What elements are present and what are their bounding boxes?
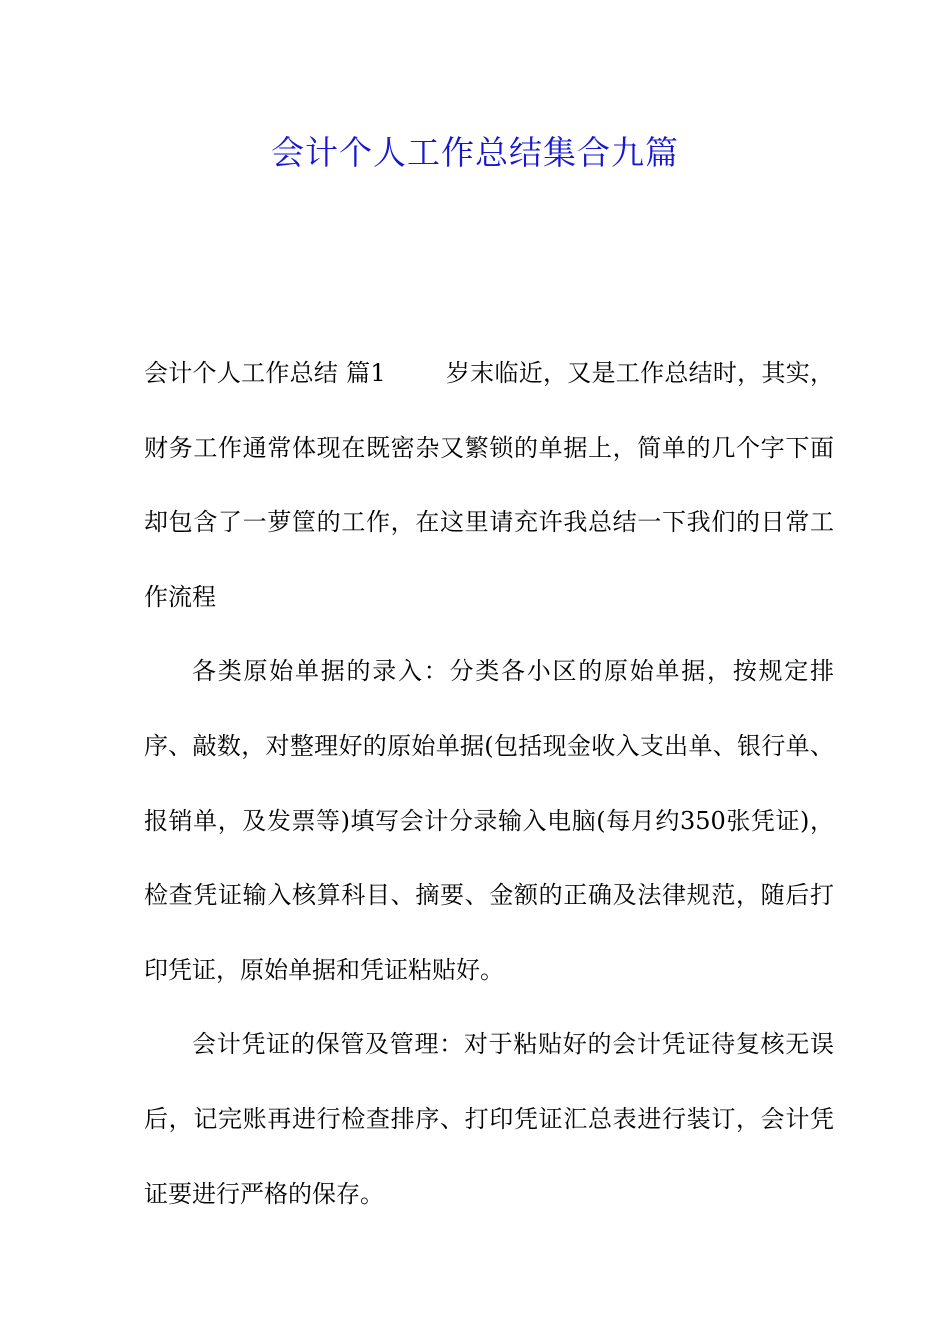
paragraph-1-text: 岁末临近，又是工作总结时，其实，财务工作通常体现在既密杂又繁锁的单据上，简单的几个字下面却包含了一萝筐的工作，在这里请充许我总结一下我们的日常工作流程	[144, 359, 835, 611]
paragraph-1	[144, 336, 834, 634]
document-body	[144, 336, 834, 1231]
document-title: 会计个人工作总结集合九篇	[271, 133, 679, 172]
paragraph-3: 会计凭证的保管及管理：对于粘贴好的会计凭证待复核无误后，记完账再进行检查排序、打印凭证汇总表进行装订，会计凭证要进行严格的保存。	[144, 1030, 834, 1208]
section-heading: 会计个人工作总结 篇1	[144, 359, 386, 387]
paragraph-2: 各类原始单据的录入：分类各小区的原始单据，按规定排序、敲数，对整理好的原始单据(包括现金收入支出单、银行单、报销单，及发票等)填写会计分录输入电脑(每月约350张凭证)，检查凭证输入核算科目、摘要、金额的正确及法律规范，随后打印凭证，原始单据和凭证粘贴好。	[144, 657, 834, 984]
